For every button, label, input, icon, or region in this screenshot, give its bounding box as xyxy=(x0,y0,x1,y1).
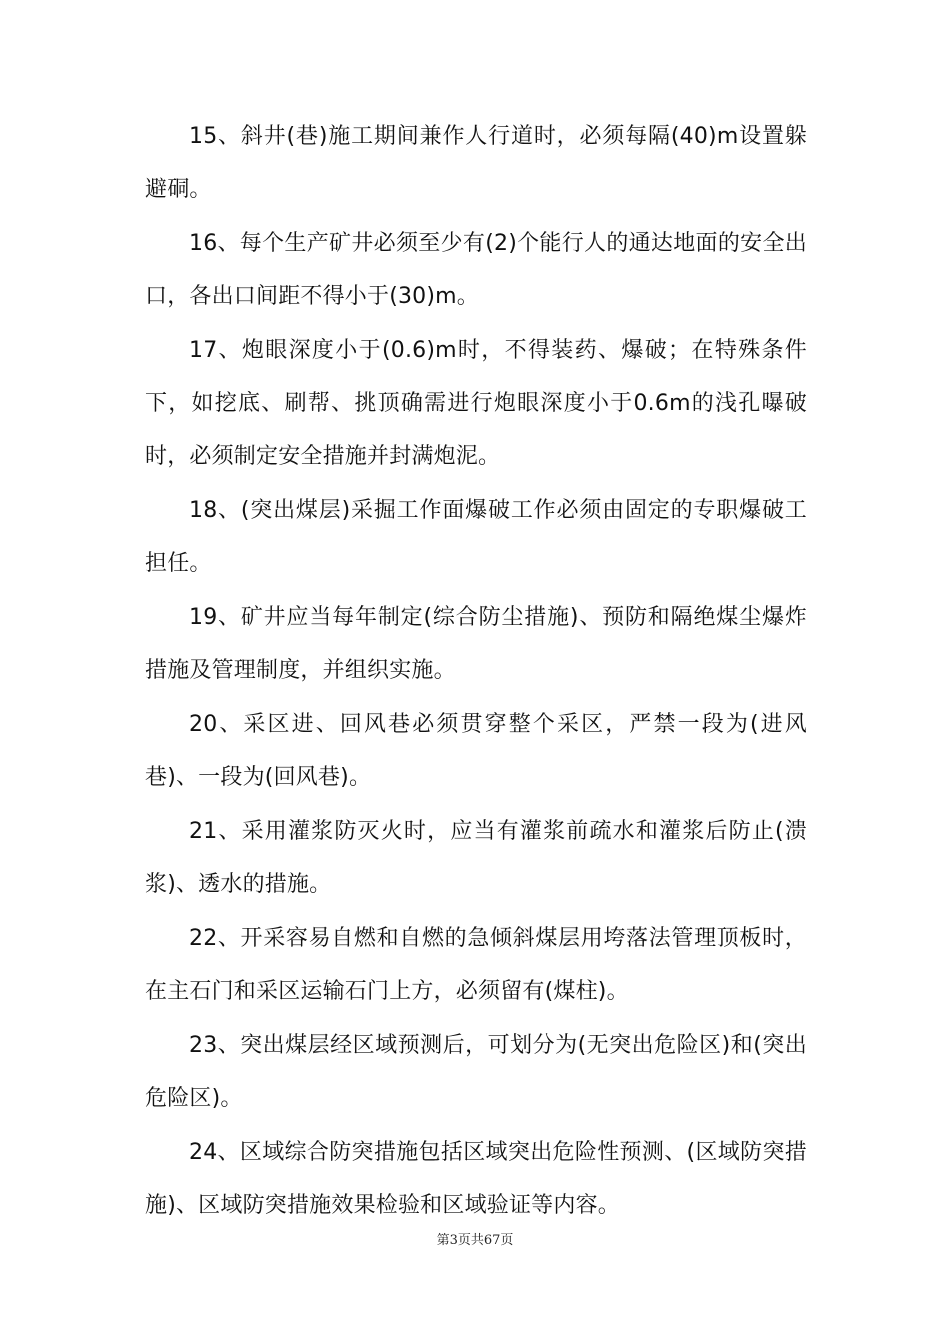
paragraph-item-17: 17、炮眼深度小于(0.6)m时，不得装药、爆破；在特殊条件下，如挖底、刷帮、挑顶确需进行炮眼深度小于0.6m的浅孔曝破时，必须制定安全措施并封满炮泥。 xyxy=(145,338,807,469)
paragraph-item-19: 19、矿井应当每年制定(综合防尘措施)、预防和隔绝煤尘爆炸措施及管理制度，并组织实施。 xyxy=(145,605,807,683)
page-number-footer: 第3页共67页 xyxy=(436,1233,514,1248)
paragraph-item-18: 18、(突出煤层)采掘工作面爆破工作必须由固定的专职爆破工担任。 xyxy=(145,498,807,576)
paragraph-item-16: 16、每个生产矿井必须至少有(2)个能行人的通达地面的安全出口，各出口间距不得小于(30)m。 xyxy=(145,231,807,309)
paragraph-item-24: 24、区域综合防突措施包括区域突出危险性预测、(区域防突措施)、区域防突措施效果检验和区域验证等内容。 xyxy=(145,1140,807,1218)
paragraph-item-15: 15、斜井(巷)施工期间兼作人行道时，必须每隔(40)m设置躲避硐。 xyxy=(145,124,807,202)
paragraph-item-22: 22、开采容易自燃和自燃的急倾斜煤层用垮落法管理顶板时，在主石门和采区运输石门上方，必须留有(煤柱)。 xyxy=(145,926,807,1004)
paragraph-item-21: 21、采用灌浆防灭火时，应当有灌浆前疏水和灌浆后防止(溃浆)、透水的措施。 xyxy=(145,819,807,897)
document-body xyxy=(145,110,807,1232)
paragraph-item-20: 20、采区进、回风巷必须贯穿整个采区，严禁一段为(进风巷)、一段为(回风巷)。 xyxy=(145,712,807,790)
paragraph-item-23: 23、突出煤层经区域预测后，可划分为(无突出危险区)和(突出危险区)。 xyxy=(145,1033,807,1111)
